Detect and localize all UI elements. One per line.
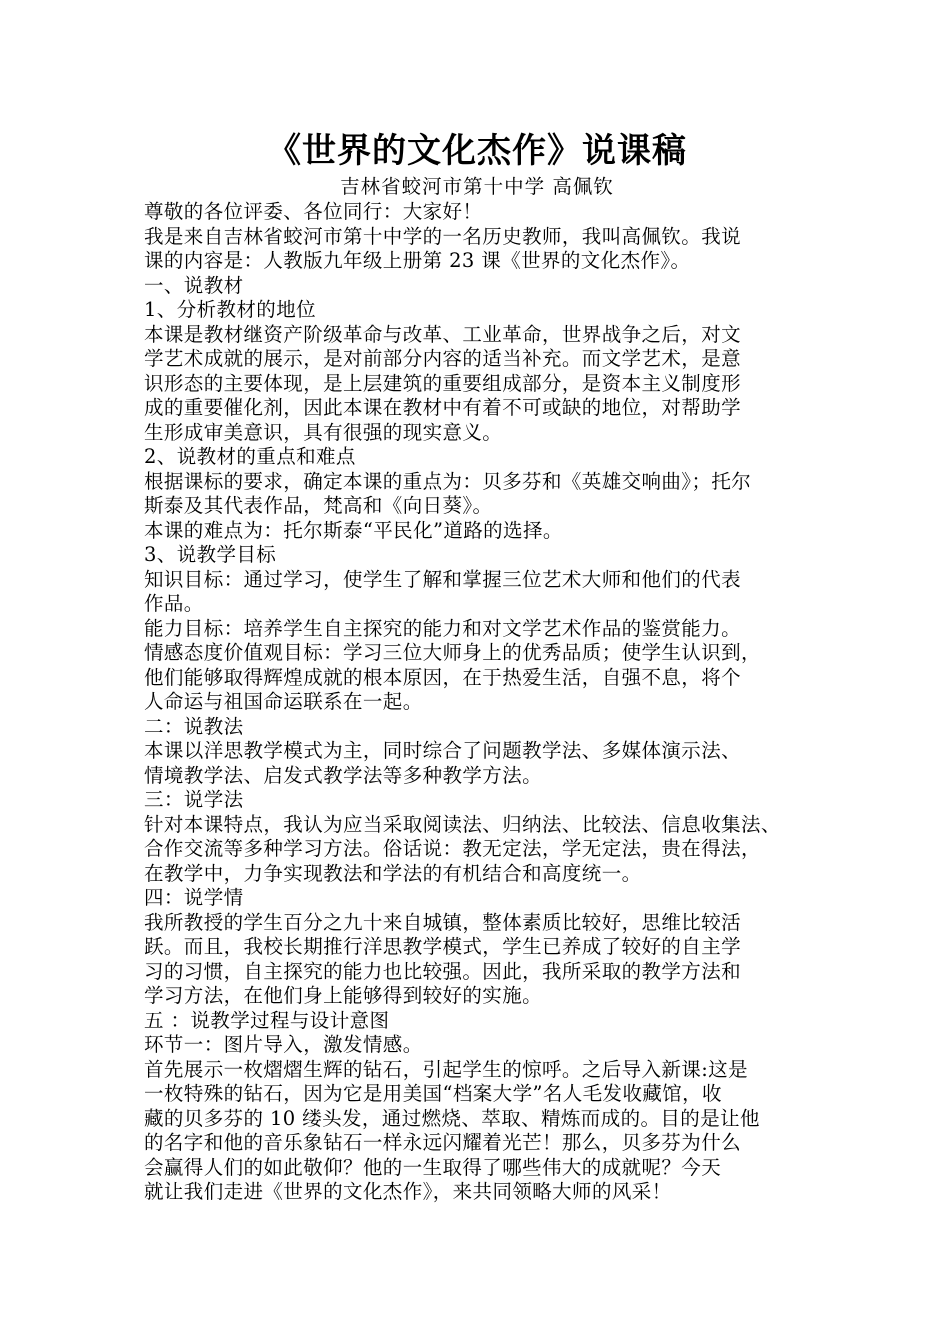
text-line: 藏的贝多芬的 10 缕头发，通过燃烧、萃取、精炼而成的。目的是让他 bbox=[144, 1106, 760, 1130]
text-line: 尊敬的各位评委、各位同行：大家好！ bbox=[144, 200, 483, 223]
text-line: 生形成审美意识，具有很强的现实意义。 bbox=[144, 420, 503, 444]
subsection-heading: 2、说教材的重点和难点 bbox=[144, 445, 356, 468]
text-line: 在教学中，力争实现教法和学法的有机结合和高度统一。 bbox=[144, 861, 642, 885]
text-line: 人命运与祖国命运联系在一起。 bbox=[144, 690, 423, 713]
text-line: 合作交流等多种学习方法。俗话说：教无定法，学无定法，贵在得法， bbox=[144, 837, 761, 860]
text-line: 一枚特殊的钻石，因为它是用美国“档案大学”名人毛发收藏馆，收 bbox=[144, 1082, 722, 1105]
text-line: 本课的难点为：托尔斯泰“平民化”道路的选择。 bbox=[144, 518, 563, 542]
document-title: 《世界的文化杰作》说课稿 bbox=[267, 131, 687, 171]
section-heading: 一、说教材 bbox=[144, 273, 244, 297]
text-line: 针对本课特点，我认为应当采取阅读法、归纳法、比较法、信息收集法、 bbox=[144, 812, 781, 836]
text-line: 本课以洋思教学模式为主，同时综合了问题教学法、多媒体演示法、 bbox=[144, 739, 742, 762]
document-author: 吉林省蛟河市第十中学 高佩钦 bbox=[340, 175, 614, 198]
text-line: 识形态的主要体现，是上层建筑的重要组成部分，是资本主义制度形 bbox=[144, 371, 742, 395]
section-heading: 五 ：说教学过程与设计意图 bbox=[144, 1008, 390, 1032]
text-line: 知识目标：通过学习，使学生了解和掌握三位艺术大师和他们的代表 bbox=[144, 567, 742, 591]
text-line: 他们能够取得辉煌成就的根本原因，在于热爱生活，自强不息，将个 bbox=[144, 665, 742, 689]
text-line: 情境教学法、启发式教学法等多种教学方法。 bbox=[144, 763, 543, 787]
text-line: 就让我们走进《世界的文化杰作》，来共同领略大师的风采！ bbox=[144, 1180, 672, 1203]
text-line: 作品。 bbox=[144, 592, 204, 615]
subsection-heading: 1、分析教材的地位 bbox=[144, 298, 317, 321]
section-heading: 二：说教法 bbox=[144, 714, 244, 738]
text-line: 根据课标的要求，确定本课的重点为：贝多芬和《英雄交响曲》；托尔 bbox=[144, 469, 752, 493]
text-line: 斯泰及其代表作品，梵高和《向日葵》。 bbox=[144, 494, 493, 517]
subsection-heading: 3、说教学目标 bbox=[144, 543, 277, 566]
text-line: 的名字和他的音乐象钻石一样永远闪耀着光芒！那么，贝多芬为什么 bbox=[144, 1131, 742, 1154]
subsection-heading: 环节一：图片导入，激发情感。 bbox=[144, 1033, 423, 1056]
text-line: 我是来自吉林省蛟河市第十中学的一名历史教师，我叫高佩钦。我说 bbox=[144, 224, 742, 248]
document-page bbox=[144, 128, 810, 1205]
text-line: 情感态度价值观目标：学习三位大师身上的优秀品质；使学生认识到， bbox=[144, 641, 761, 664]
document-body bbox=[144, 200, 810, 1205]
text-line: 成的重要催化剂，因此本课在教材中有着不可或缺的地位，对帮助学 bbox=[144, 396, 742, 419]
section-heading: 四：说学情 bbox=[144, 886, 244, 909]
text-line: 课的内容是：人教版九年级上册第 23 课《世界的文化杰作》。 bbox=[144, 249, 691, 272]
text-line: 我所教授的学生百分之九十来自城镇，整体素质比较好，思维比较活 bbox=[144, 910, 742, 934]
section-heading: 三：说学法 bbox=[144, 788, 244, 811]
text-line: 跃。而且，我校长期推行洋思教学模式，学生已养成了较好的自主学 bbox=[144, 935, 742, 958]
text-line: 习的习惯，自主探究的能力也比较强。因此，我所采取的教学方法和 bbox=[144, 959, 742, 983]
text-line: 本课是教材继资产阶级革命与改革、工业革命，世界战争之后，对文 bbox=[144, 322, 742, 346]
text-line: 学习方法，在他们身上能够得到较好的实施。 bbox=[144, 984, 543, 1007]
text-line: 学艺术成就的展示，是对前部分内容的适当补充。而文学艺术，是意 bbox=[144, 347, 742, 370]
text-line: 能力目标：培养学生自主探究的能力和对文学艺术作品的鉴赏能力。 bbox=[144, 616, 742, 640]
text-line: 首先展示一枚熠熠生辉的钻石，引起学生的惊呼。之后导入新课:这是 bbox=[144, 1057, 748, 1081]
text-line: 会赢得人们的如此敬仰？他的一生取得了哪些伟大的成就呢？今天 bbox=[144, 1155, 722, 1179]
